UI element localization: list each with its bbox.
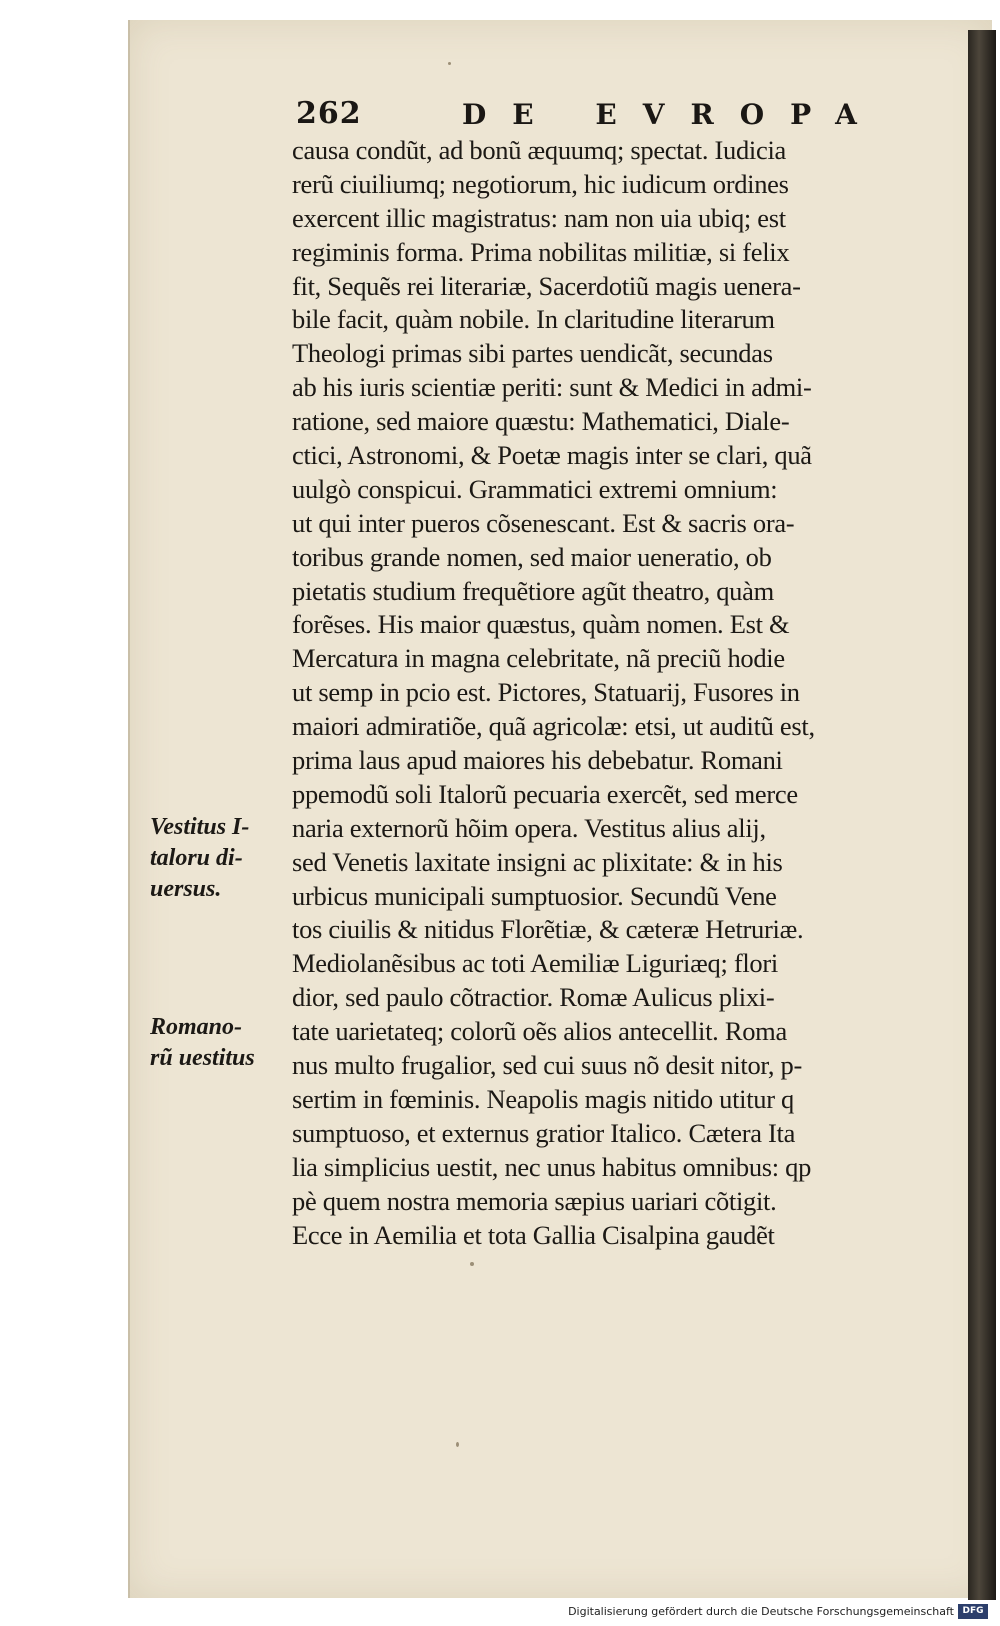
marginal-note-line: Vestitus I- <box>150 814 250 840</box>
text-line: Theologi primas sibi partes uendicãt, secundas <box>292 338 773 369</box>
text-line: prima laus apud maiores his debebatur. Romani <box>292 745 783 776</box>
text-line: sed Venetis laxitate insigni ac plixitate: & in his <box>292 846 783 877</box>
text-line: Mediolanẽsibus ac toti Aemiliæ Liguriæq; flori <box>292 948 778 979</box>
text-line: rerũ ciuiliumq; negotiorum, hic iudicum ordines <box>292 168 789 199</box>
text-line: ut semp in pcio est. Pictores, Statuarij, Fusores in <box>292 677 800 708</box>
text-line: forẽses. His maior quæstus, quàm nomen. Est & <box>292 609 790 640</box>
text-line: ab his iuris scientiæ periti: sunt & Medici in admi- <box>292 372 812 403</box>
text-line: ut qui inter pueros cõsenescant. Est & sacris ora- <box>292 507 795 538</box>
text-line: causa condũt, ad bonũ æquumq; spectat. Iudicia <box>292 135 786 165</box>
body-text-block <box>292 134 942 1252</box>
marginal-note-line: uersus. <box>150 876 222 902</box>
text-line: lia simplicius uestit, nec unus habitus omnibus: qp <box>292 1151 812 1182</box>
marginal-note-line: rũ uestitus <box>150 1045 255 1071</box>
text-line: tate uarietateq; colorũ oẽs alios antecellit. Roma <box>292 1016 787 1047</box>
funding-credit: Digitalisierung gefördert durch die Deutsche Forschungsgemeinschaft <box>568 1605 954 1618</box>
text-line: pietatis studium frequẽtiore agũt theatro, quàm <box>292 575 774 606</box>
text-line: ratione, sed maiore quæstu: Mathematici, Diale- <box>292 406 790 437</box>
page-header <box>296 96 936 136</box>
text-line: sumptuoso, et externus gratior Italico. Cætera Ita <box>292 1117 796 1148</box>
dfg-logo: DFG <box>958 1604 988 1619</box>
text-line: dior, sed paulo cõtractior. Romæ Aulicus plixi- <box>292 982 775 1013</box>
marginal-note-line: Romano- <box>150 1014 243 1040</box>
text-line: Mercatura in magna celebritate, nã preciũ hodie <box>292 643 785 674</box>
text-line: tos ciuilis & nitidus Florẽtiæ, & cæteræ Hetruriæ. <box>292 914 804 945</box>
paper-speck <box>448 62 451 65</box>
text-line: pè quem nostra memoria sæpius uariari cõtigit. <box>292 1185 777 1216</box>
text-line: bile facit, quàm nobile. In claritudine literarum <box>292 304 775 335</box>
text-line: ppemodũ soli Italorũ pecuaria exercẽt, sed merce <box>292 778 798 809</box>
text-line: nus multo frugalior, sed cui suus nõ desit nitor, p- <box>292 1050 803 1081</box>
paper-speck <box>470 1262 474 1266</box>
page-number: 262 <box>296 96 362 131</box>
text-line: sertim in fœminis. Neapolis magis nitido utitur q <box>292 1083 795 1114</box>
text-line: uulgò conspicui. Grammatici extremi omnium: <box>292 473 778 504</box>
running-title: DE EVROPA <box>462 98 883 131</box>
text-line: exercent illic magistratus: nam non uia ubiq; est <box>292 202 786 233</box>
text-line: ctici, Astronomi, & Poetæ magis inter se clari, quã <box>292 440 812 471</box>
digitization-footer <box>0 1600 1000 1626</box>
text-line: naria externorũ hõim opera. Vestitus alius alij, <box>292 812 766 843</box>
text-line: fit, Sequẽs rei literariæ, Sacerdotiũ magis uenera- <box>292 270 801 301</box>
text-line: toribus grande nomen, sed maior ueneratio, ob <box>292 541 772 572</box>
text-line: Ecce in Aemilia et tota Gallia Cisalpina gaudẽt <box>292 1219 775 1250</box>
text-line: regiminis forma. Prima nobilitas militiæ, si felix <box>292 236 790 267</box>
marginal-note-line: taloru di- <box>150 845 243 871</box>
paper-speck <box>456 1442 459 1447</box>
page-edge <box>968 30 996 1600</box>
text-line: maiori admiratiõe, quã agricolæ: etsi, ut auditũ est, <box>292 711 815 742</box>
marginal-note-vestitus-italorum <box>150 812 290 905</box>
marginal-note-romanorum-vestitus <box>150 1012 290 1074</box>
text-line: urbicus municipali sumptuosior. Secundũ Vene <box>292 880 777 911</box>
